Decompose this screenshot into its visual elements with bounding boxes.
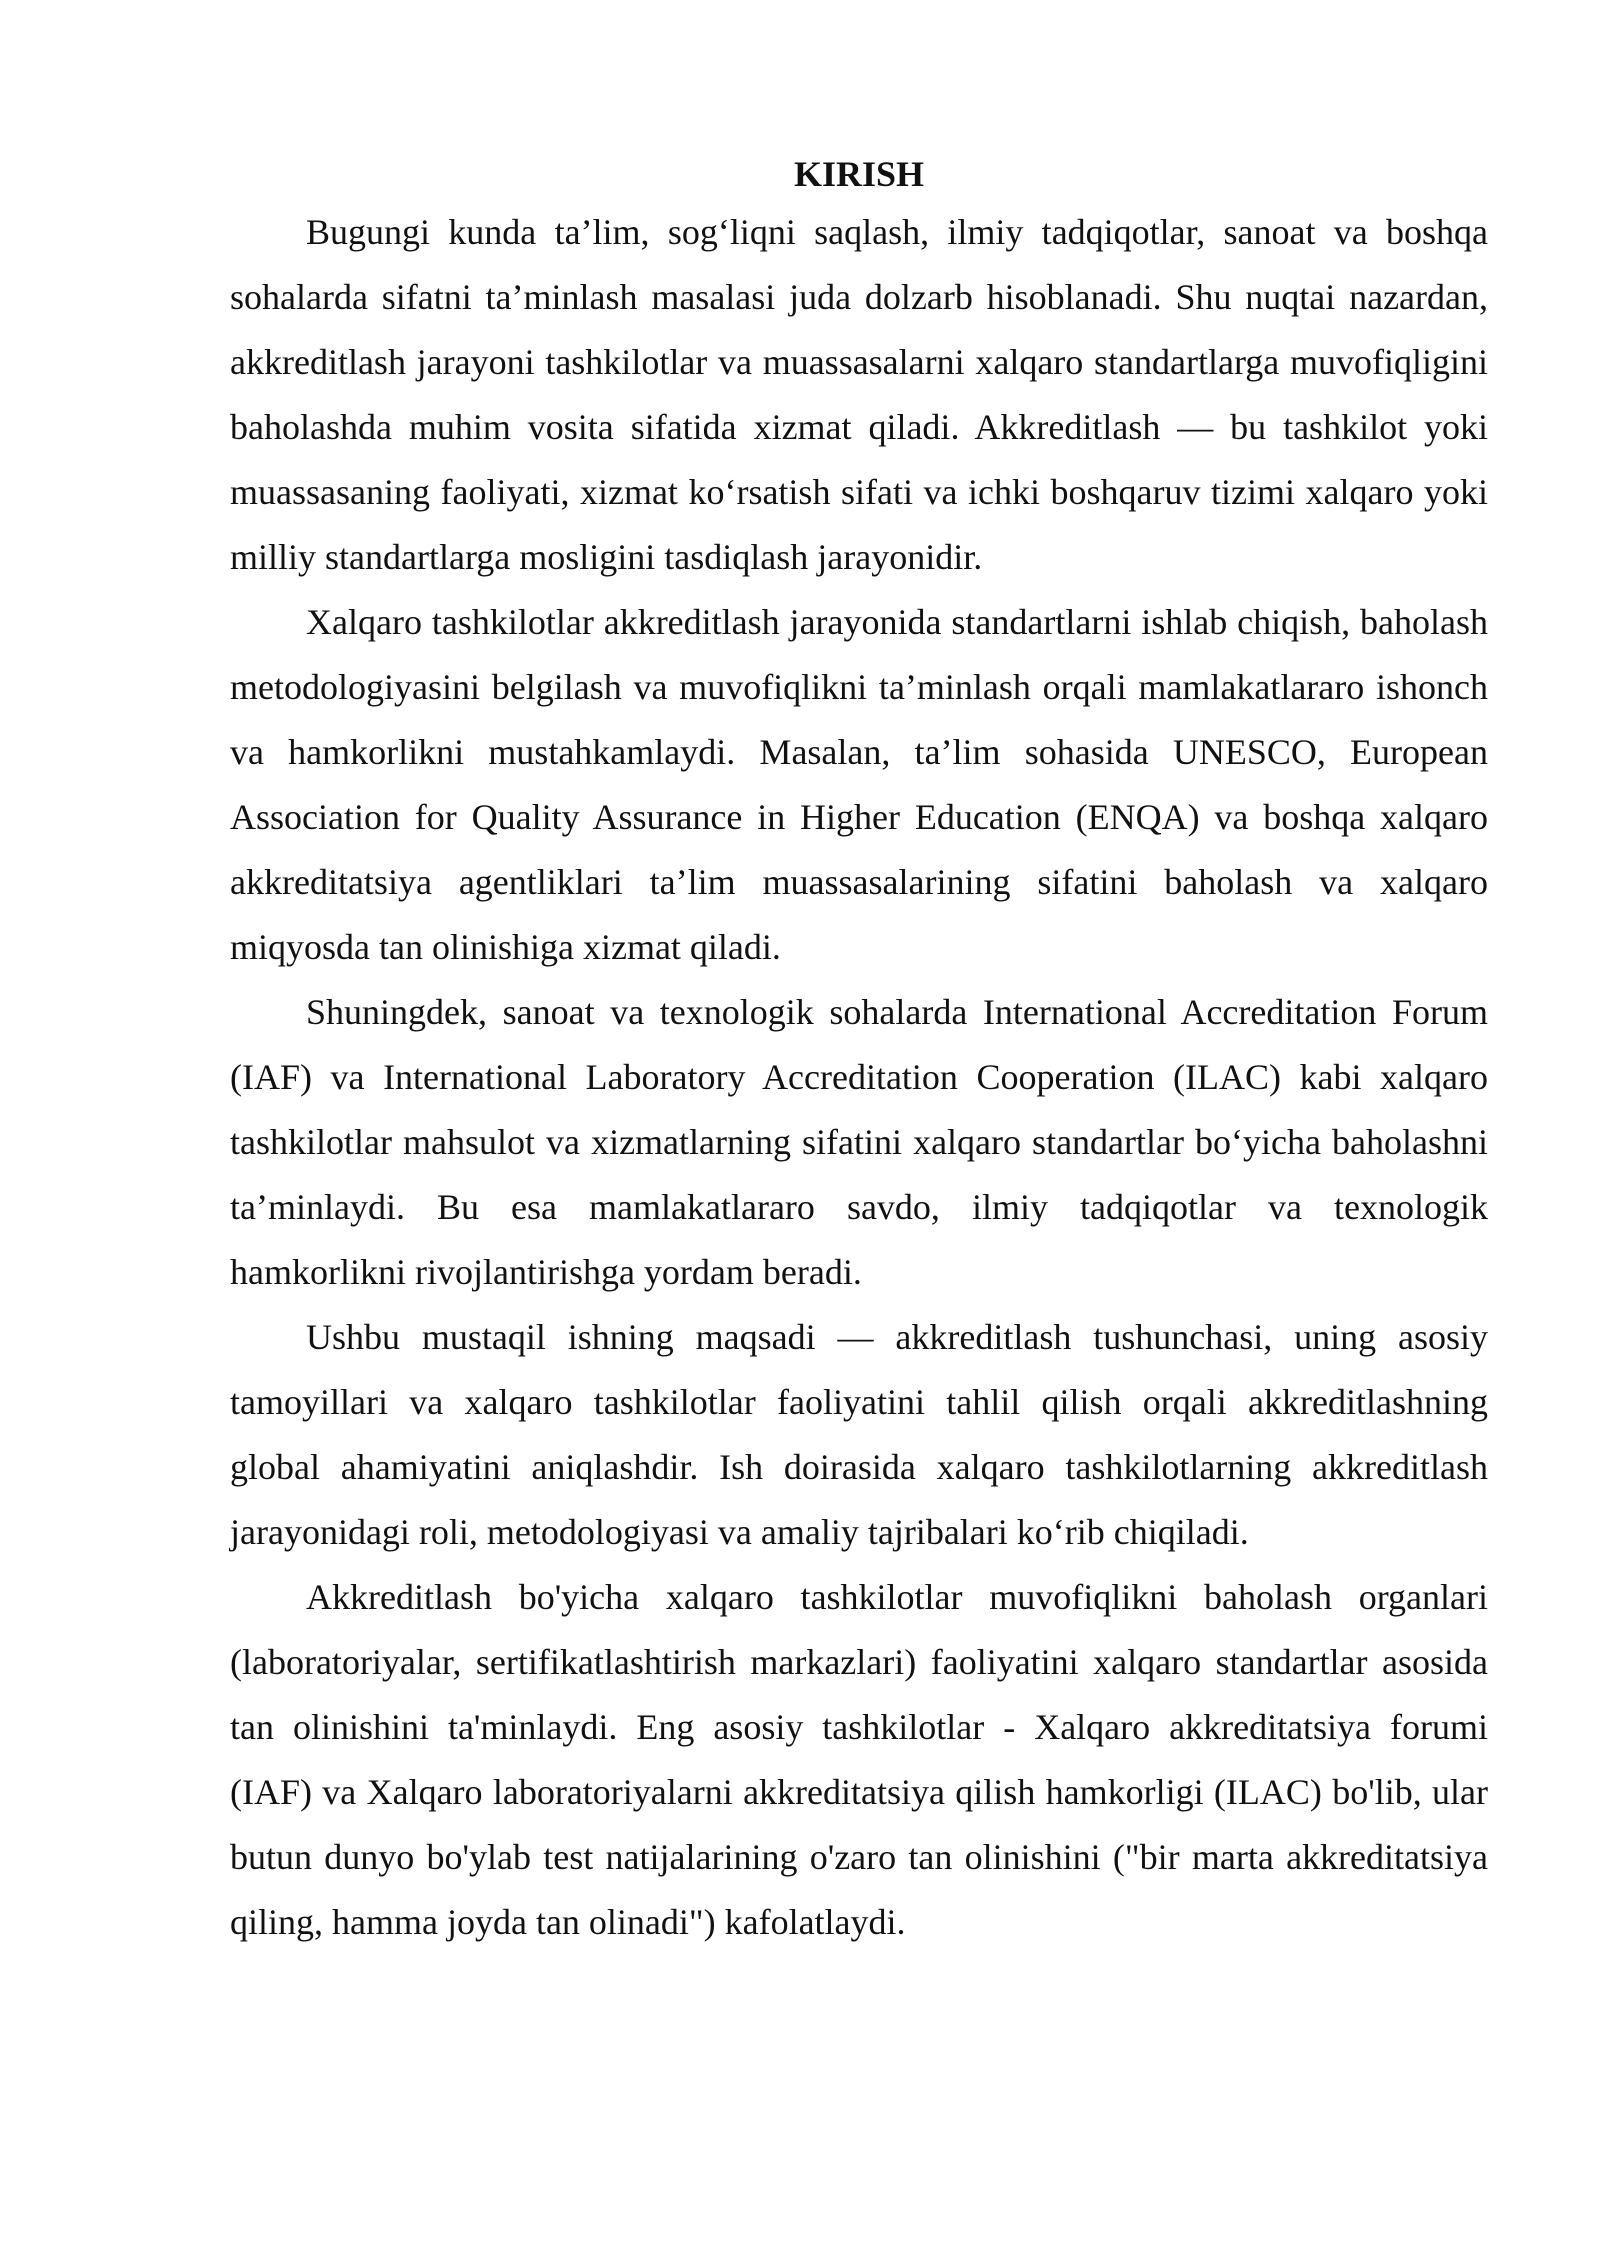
paragraph-5: Akkreditlash bo'yicha xalqaro tashkilotlar muvofiqlikni baholash organlari (laboratoriyalar, sertifikatlashtirish markazlari) faoliyatini xalqaro standartlar asosida tan olinishini ta'minlaydi. Eng asosiy tashkilotlar - Xalqaro akkreditatsiya forumi (IAF) va Xalqaro laboratoriyalarni akkreditatsiya qilish hamkorligi (ILAC) bo'lib, ular butun dunyo bo'ylab test natijalarining o'zaro tan olinishini ("bir marta akkreditatsiya qiling, hamma joyda tan olinadi") kafolatlaydi. xyxy=(230,1577,1488,1942)
paragraph-3: Shuningdek, sanoat va texnologik sohalarda International Accreditation Forum (IAF) va International Laboratory Accreditation Cooperation (ILAC) kabi xalqaro tashkilotlar mahsulot va xizmatlarning sifatini xalqaro standartlar bo‘yicha baholashni ta’minlaydi. Bu esa mamlakatlararo savdo, ilmiy tadqiqotlar va texnologik hamkorlikni rivojlantirishga yordam beradi. xyxy=(230,992,1488,1292)
paragraph-4: Ushbu mustaqil ishning maqsadi — akkreditlash tushunchasi, uning asosiy tamoyillari va xalqaro tashkilotlar faoliyatini tahlil qilish orqali akkreditlashning global ahamiyatini aniqlashdir. Ish doirasida xalqaro tashkilotlarning akkreditlash jarayonidagi roli, metodologiyasi va amaliy tajribalari ko‘rib chiqiladi. xyxy=(230,1317,1488,1552)
paragraph-1: Bugungi kunda ta’lim, sog‘liqni saqlash, ilmiy tadqiqotlar, sanoat va boshqa sohalarda sifatni ta’minlash masalasi juda dolzarb hisoblanadi. Shu nuqtai nazardan, akkreditlash jarayoni tashkilotlar va muassasalarni xalqaro standartlarga muvofiqligini baholashda muhim vosita sifatida xizmat qiladi. Akkreditlash — bu tashkilot yoki muassasaning faoliyati, xizmat ko‘rsatish sifati va ichki boshqaruv tizimi xalqaro yoki milliy standartlarga mosligini tasdiqlash jarayonidir. xyxy=(230,212,1488,577)
paragraph-2: Xalqaro tashkilotlar akkreditlash jarayonida standartlarni ishlab chiqish, baholash metodologiyasini belgilash va muvofiqlikni ta’minlash orqali mamlakatlararo ishonch va hamkorlikni mustahkamlaydi. Masalan, ta’lim sohasida UNESCO, European Association for Quality Assurance in Higher Education (ENQA) va boshqa xalqaro akkreditatsiya agentliklari ta’lim muassasalarining sifatini baholash va xalqaro miqyosda tan olinishiga xizmat qiladi. xyxy=(230,602,1488,967)
page-title: KIRISH xyxy=(793,154,925,194)
document-body xyxy=(230,148,1488,1955)
